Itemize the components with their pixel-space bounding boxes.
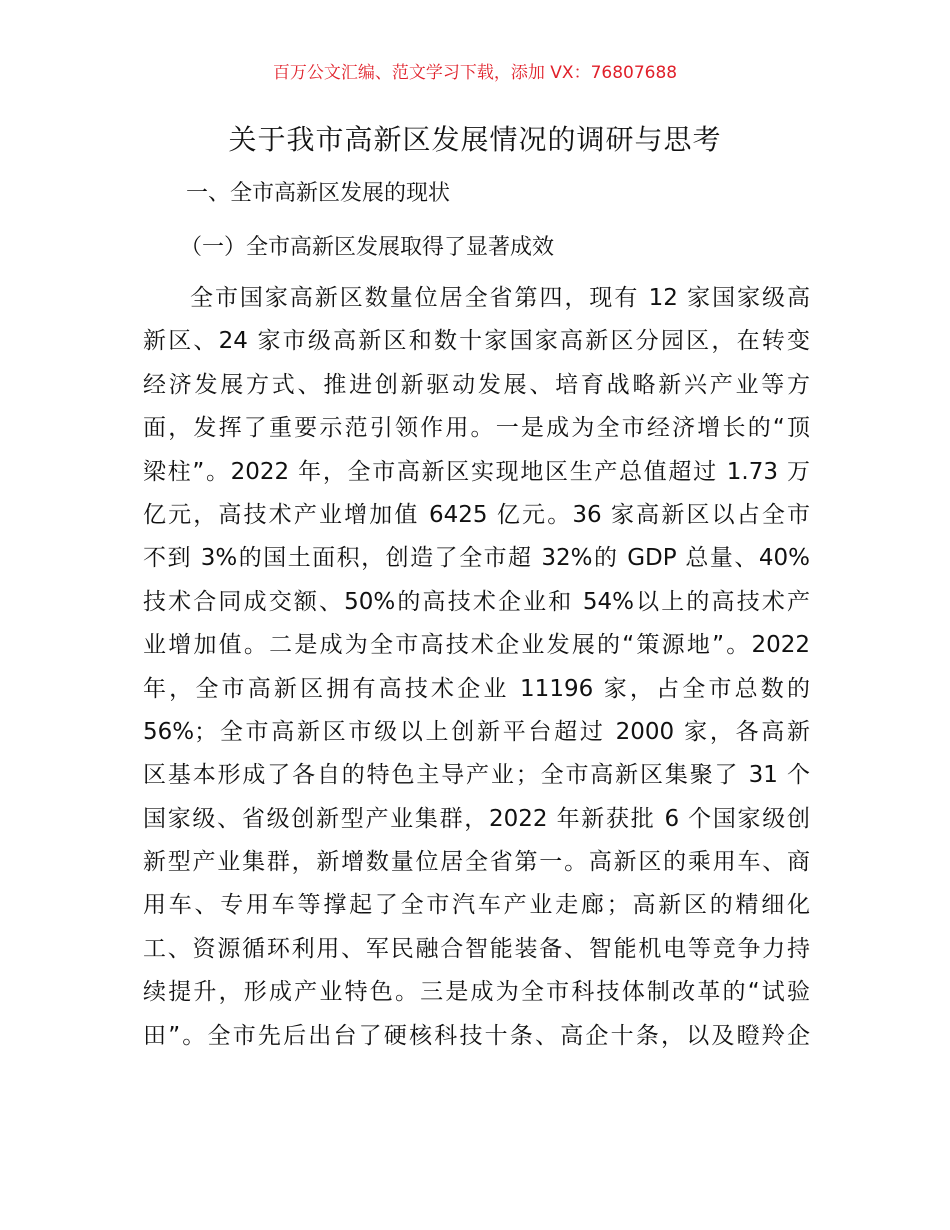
paragraph-line: 用车、专用车等撑起了全市汽车产业走廊；高新区的精细化 xyxy=(143,892,810,919)
paragraph-line: 年，全市高新区拥有高技术企业 11196 家，占全市总数的 xyxy=(143,675,810,702)
paragraph-line: 续提升，形成产业特色。三是成为全市科技体制改革的“试验 xyxy=(143,979,810,1006)
paragraph-line: 新型产业集群，新增数量位居全省第一。高新区的乘用车、商 xyxy=(143,849,810,876)
watermark-banner: 百万公文汇编、范文学习下载，添加 VX：76807688 xyxy=(272,63,678,83)
paragraph-line: 技术合同成交额、50%的高技术企业和 54%以上的高技术产 xyxy=(143,588,810,615)
paragraph-line: 田”。全市先后出台了硬核科技十条、高企十条，以及瞪羚企 xyxy=(143,1022,810,1049)
paragraph-line: 亿元，高技术产业增加值 6425 亿元。36 家高新区以占全市 xyxy=(143,501,810,528)
section-heading: 一、全市高新区发展的现状 xyxy=(186,181,451,206)
document-title: 关于我市高新区发展情况的调研与思考 xyxy=(228,123,722,156)
body-paragraph xyxy=(143,282,810,1063)
paragraph-line: 经济发展方式、推进创新驱动发展、培育战略新兴产业等方 xyxy=(143,371,810,398)
paragraph-line: 工、资源循环利用、军民融合智能装备、智能机电等竞争力持 xyxy=(143,935,810,962)
paragraph-line: 新区、24 家市级高新区和数十家国家高新区分园区，在转变 xyxy=(143,328,810,355)
paragraph-line: 全市国家高新区数量位居全省第四，现有 12 家国家级高 xyxy=(190,285,810,311)
paragraph-line: 业增加值。二是成为全市高技术企业发展的“策源地”。2022 xyxy=(143,632,810,659)
paragraph-line: 国家级、省级创新型产业集群，2022 年新获批 6 个国家级创 xyxy=(143,805,810,832)
paragraph-line: 区基本形成了各自的特色主导产业；全市高新区集聚了 31 个 xyxy=(143,762,810,789)
paragraph-line: 面，发挥了重要示范引领作用。一是成为全市经济增长的“顶 xyxy=(143,415,810,442)
paragraph-line: 不到 3%的国土面积，创造了全市超 32%的 GDP 总量、40% xyxy=(143,545,810,572)
paragraph-line: 梁柱”。2022 年，全市高新区实现地区生产总值超过 1.73 万 xyxy=(143,458,810,485)
paragraph-line: 56%；全市高新区市级以上创新平台超过 2000 家，各高新 xyxy=(143,718,810,745)
subsection-heading: （一）全市高新区发展取得了显著成效 xyxy=(180,235,555,260)
